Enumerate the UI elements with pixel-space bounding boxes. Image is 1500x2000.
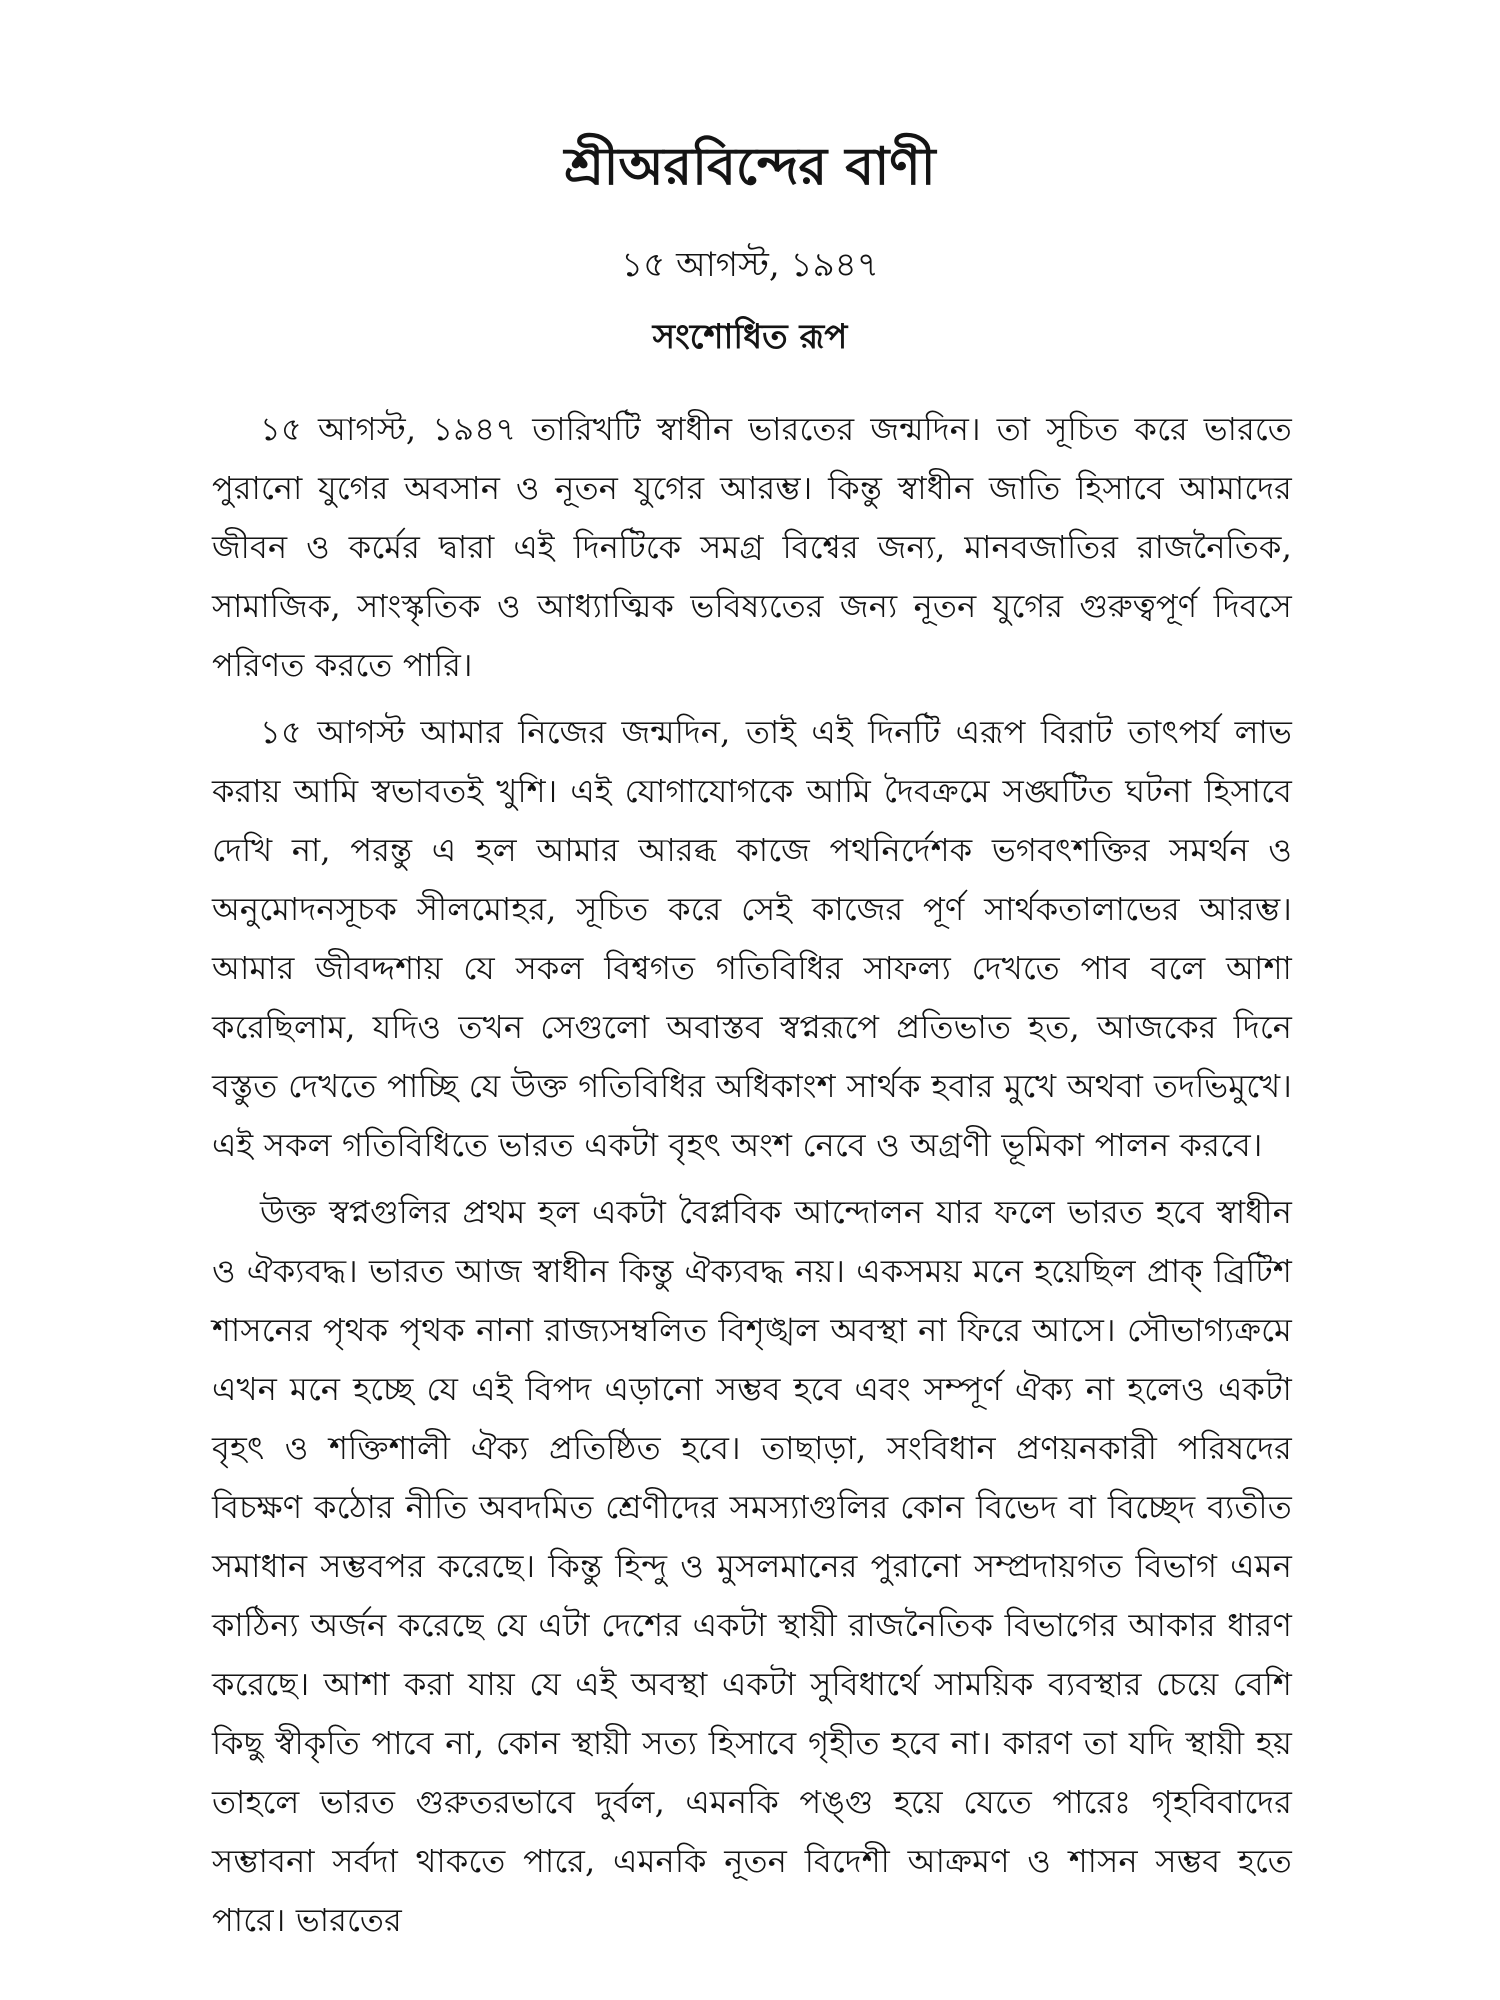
paragraph: উক্ত স্বপ্নগুলির প্রথম হল একটা বৈপ্লবিক আন্দোলন যার ফলে ভারত হবে স্বাধীন ও ঐক্যবদ্ধ। ভারত আজ স্বাধীন কিন্তু ঐক্যবদ্ধ নয়। একসময় মনে হয়েছিল প্রাক্ ব্রিটিশ শাসনের পৃথক পৃথক নানা রাজ্যসম্বলিত বিশৃঙ্খল অবস্থা না ফিরে আসে। সৌভাগ্যক্রমে এখন মনে হচ্ছে যে এই বিপদ এড়ানো সম্ভব হবে এবং সম্পূর্ণ ঐক্য না হলেও একটা বৃহৎ ও শক্তিশালী ঐক্য প্রতিষ্ঠিত হবে। তাছাড়া, সংবিধান প্রণয়নকারী পরিষদের বিচক্ষণ কঠোর নীতি অবদমিত শ্রেণীদের সমস্যাগুলির কোন বিভেদ বা বিচ্ছেদ ব্যতীত সমাধান সম্ভবপর করেছে। কিন্তু হিন্দু ও মুসলমানের পুরানো সম্প্রদায়গত বিভাগ এমন কাঠিন্য অর্জন করেছে যে এটা দেশের একটা স্থায়ী রাজনৈতিক বিভাগের আকার ধারণ করেছে। আশা করা যায় যে এই অবস্থা একটা সুবিধার্থে সাময়িক ব্যবস্থার চেয়ে বেশি কিছু স্বীকৃতি পাবে না, কোন স্থায়ী সত্য হিসাবে গৃহীত হবে না। কারণ তা যদি স্থায়ী হয় তাহলে ভারত গুরুতরভাবে দুর্বল, এমনকি পঙ্গু হয়ে যেতে পারেঃ গৃহবিবাদের সম্ভাবনা সর্বদা থাকতে পারে, এমনকি নূতন বিদেশী আক্রমণ ও শাসন সম্ভব হতে পারে। ভারতের (212, 1193, 1292, 1939)
paragraph: ১৫ আগস্ট, ১৯৪৭ তারিখটি স্বাধীন ভারতের জন্মদিন। তা সূচিত করে ভারতে পুরানো যুগের অবসান ও নূতন যুগের আরম্ভ। কিন্তু স্বাধীন জাতি হিসাবে আমাদের জীবন ও কর্মের দ্বারা এই দিনটিকে সমগ্র বিশ্বের জন্য, মানবজাতির রাজনৈতিক, সামাজিক, সাংস্কৃতিক ও আধ্যাত্মিক ভবিষ্যতের জন্য নূতন যুগের গুরুত্বপূর্ণ দিবসে পরিণত করতে পারি। (212, 410, 1292, 684)
page-title: শ্রীঅরবিন্দের বাণী (564, 136, 936, 197)
document-body (212, 400, 1292, 1958)
paragraph: ১৫ আগস্ট আমার নিজের জন্মদিন, তাই এই দিনটি এরূপ বিরাট তাৎপর্য লাভ করায় আমি স্বভাবতই খুশি। এই যোগাযোগকে আমি দৈবক্রমে সঙ্ঘটিত ঘটনা হিসাবে দেখি না, পরন্তু এ হল আমার আরব্ধ কাজে পথনির্দেশক ভগবৎশক্তির সমর্থন ও অনুমোদনসূচক সীলমোহর, সূচিত করে সেই কাজের পূর্ণ সার্থকতালাভের আরম্ভ। আমার জীবদ্দশায় যে সকল বিশ্বগত গতিবিধির সাফল্য দেখতে পাব বলে আশা করেছিলাম, যদিও তখন সেগুলো অবাস্তব স্বপ্নরূপে প্রতিভাত হত, আজকের দিনে বস্তুত দেখতে পাচ্ছি যে উক্ত গতিবিধির অধিকাংশ সার্থক হবার মুখে অথবা তদভিমুখে। এই সকল গতিবিধিতে ভারত একটা বৃহৎ অংশ নেবে ও অগ্রণী ভূমিকা পালন করবে। (212, 713, 1292, 1164)
document-subtitle: সংশোধিত রূপ (652, 317, 848, 357)
document-date: ১৫ আগস্ট, ১৯৪৭ (621, 245, 879, 285)
